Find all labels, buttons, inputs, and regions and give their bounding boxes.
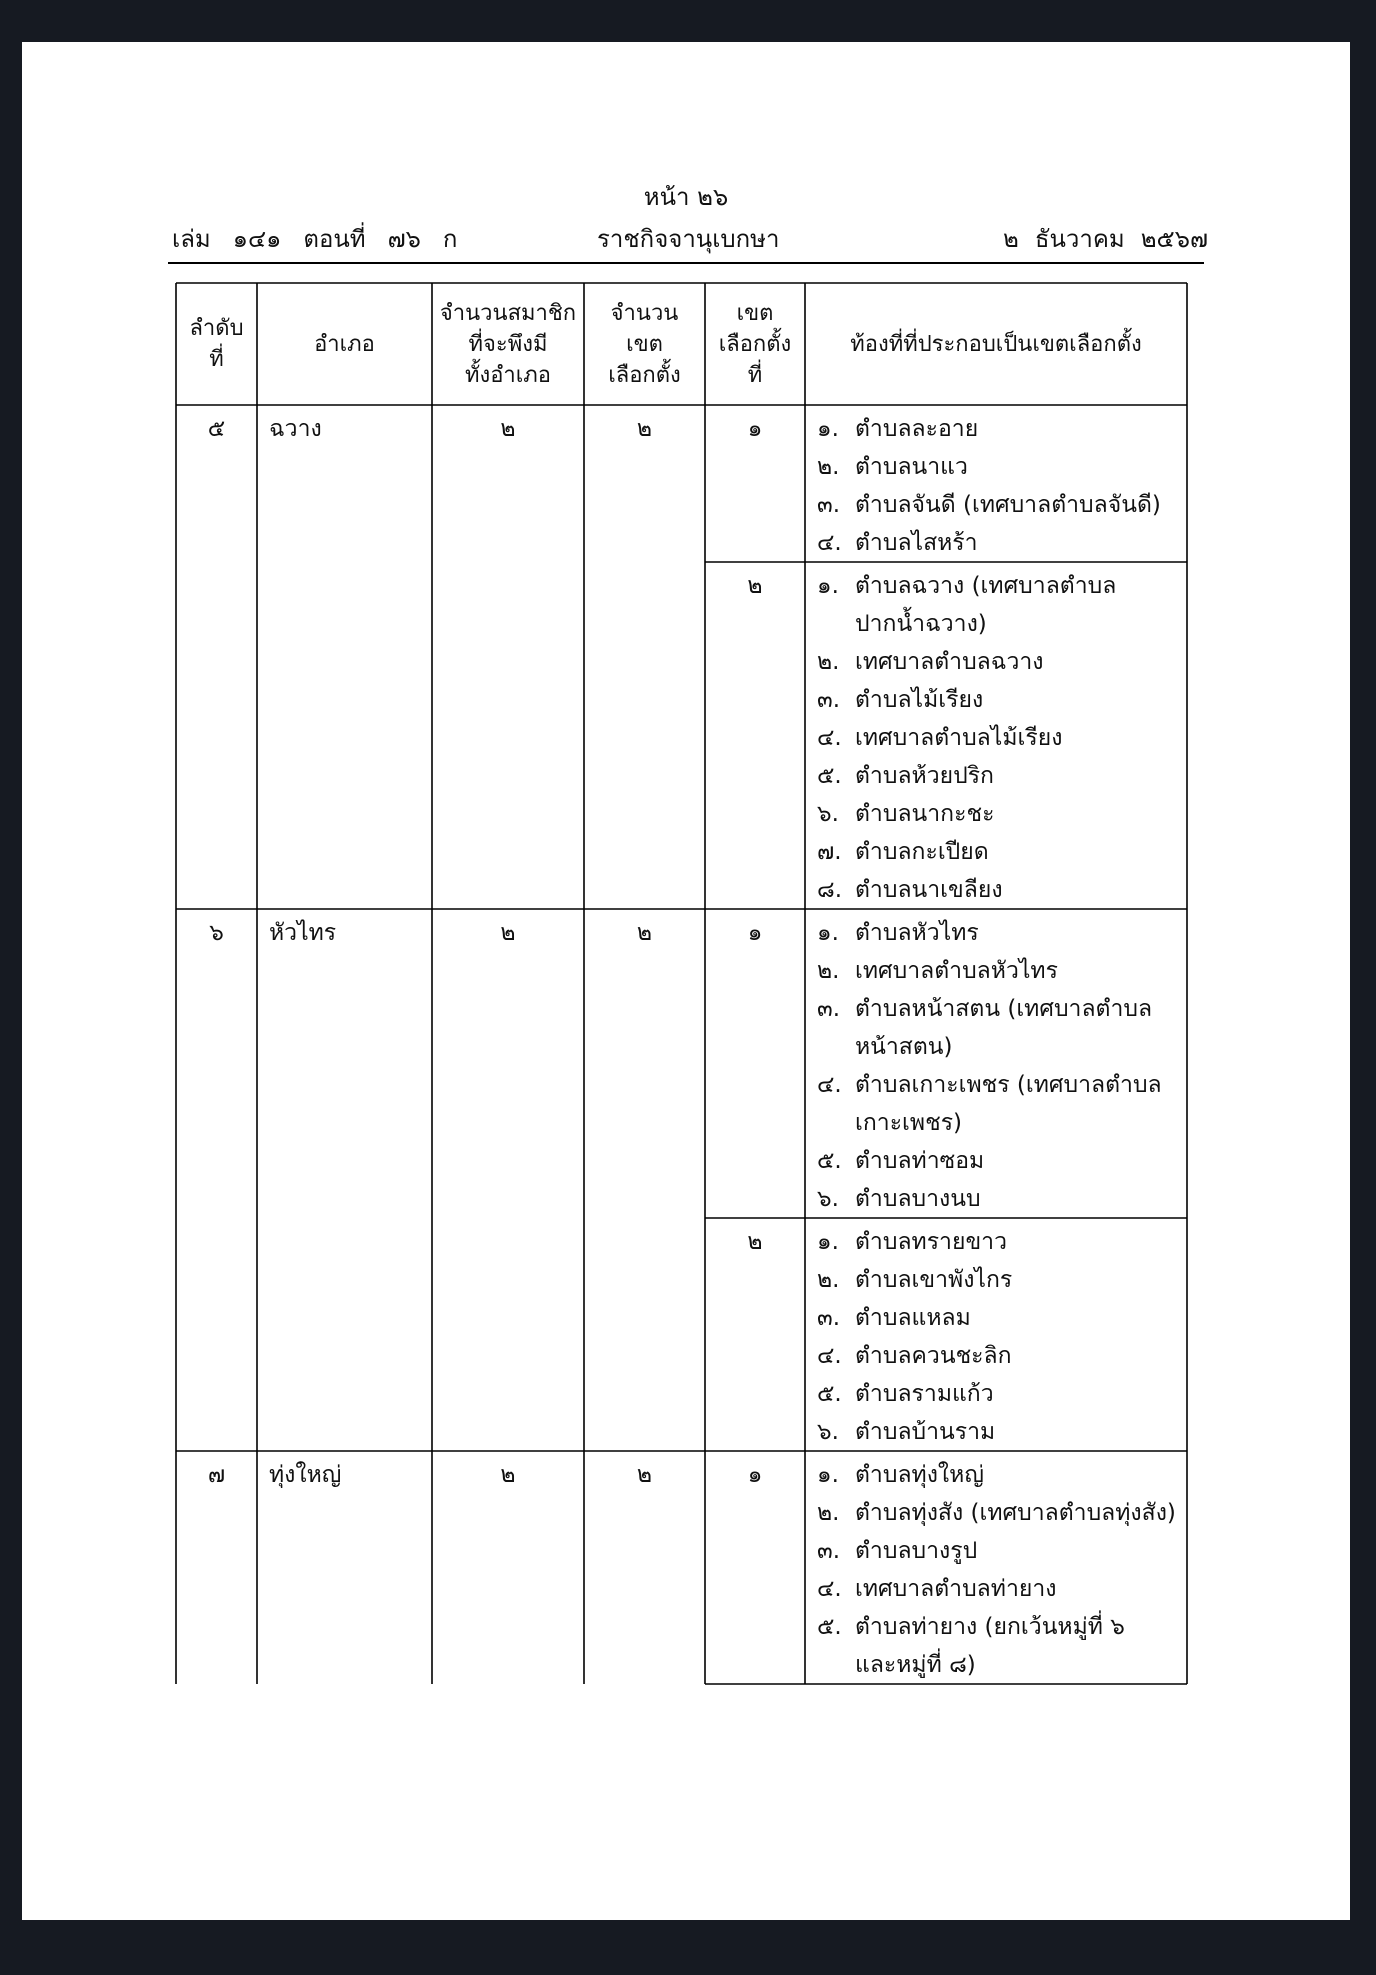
area-list-item bbox=[817, 1532, 977, 1570]
area-list-item bbox=[817, 1456, 984, 1494]
area-item-number: ๔. bbox=[817, 1343, 842, 1369]
area-item-text: ตำบลไม้เรียง bbox=[855, 687, 984, 713]
date-month: ธันวาคม bbox=[1034, 225, 1125, 253]
area-item-number: ๖. bbox=[817, 1419, 839, 1445]
gazette-title: ราชกิจจานุเบกษา bbox=[597, 225, 780, 253]
area-list-item bbox=[817, 1337, 1012, 1375]
header-order: ลำดับ bbox=[189, 316, 244, 341]
area-item-number: ๓. bbox=[817, 996, 841, 1022]
area-list-item bbox=[817, 410, 978, 448]
area-list-item bbox=[817, 643, 1044, 681]
area-item-text: ตำบลแหลม bbox=[855, 1305, 971, 1331]
row-order: ๖ bbox=[209, 920, 224, 946]
area-item-text: ตำบลท่ายาง (ยกเว้นหมู่ที่ ๖ bbox=[855, 1614, 1125, 1640]
area-item-text: ตำบลกะเปียด bbox=[855, 839, 989, 865]
area-list-item bbox=[817, 1375, 994, 1413]
area-list-item bbox=[817, 1223, 1007, 1261]
area-list-item bbox=[817, 757, 994, 795]
area-list-item bbox=[817, 1066, 1162, 1136]
area-list-item bbox=[817, 567, 1117, 637]
area-item-text: ตำบลท่าซอม bbox=[855, 1148, 985, 1174]
row-zone-count: ๒ bbox=[636, 920, 653, 946]
area-item-text: ตำบลหน้าสตน (เทศบาลตำบล bbox=[855, 996, 1153, 1022]
area-item-continuation: หน้าสตน) bbox=[855, 1034, 953, 1060]
area-item-text: ตำบลละอาย bbox=[855, 416, 979, 442]
area-item-number: ๔. bbox=[817, 725, 842, 751]
area-item-text: ตำบลทรายขาว bbox=[855, 1229, 1008, 1255]
header-zone-number: เลือกตั้ง bbox=[718, 331, 792, 357]
zone-number: ๒ bbox=[747, 573, 763, 599]
area-item-number: ๖. bbox=[817, 801, 839, 827]
area-item-text: ตำบลห้วยปริก bbox=[855, 763, 994, 789]
volume-number: ๑๔๑ bbox=[232, 225, 282, 253]
area-list-item bbox=[817, 1494, 1176, 1532]
area-item-number: ๑. bbox=[817, 573, 839, 599]
area-item-number: ๕. bbox=[817, 1148, 842, 1174]
header-zone-count: เลือกตั้ง bbox=[608, 362, 681, 388]
section-label: ตอนที่ bbox=[303, 225, 366, 253]
area-item-text: ตำบลเขาพังไกร bbox=[855, 1267, 1013, 1293]
area-list-item bbox=[817, 486, 1161, 524]
area-item-number: ๕. bbox=[817, 1381, 842, 1407]
area-list-item bbox=[817, 1608, 1125, 1678]
row-district: ฉวาง bbox=[269, 416, 322, 442]
page-number: หน้า ๒๖ bbox=[643, 183, 729, 211]
area-item-text: ตำบลนากะชะ bbox=[855, 801, 995, 827]
area-item-number: ๔. bbox=[817, 1576, 842, 1602]
area-list-item bbox=[817, 1570, 1056, 1608]
row-order: ๕ bbox=[207, 416, 226, 442]
area-item-number: ๗. bbox=[817, 839, 842, 865]
row-order: ๗ bbox=[207, 1462, 226, 1488]
area-item-text: ตำบลบางรูป bbox=[855, 1538, 978, 1564]
area-list-item bbox=[817, 681, 983, 719]
area-item-text: ตำบลทุ่งสัง (เทศบาลตำบลทุ่งสัง) bbox=[855, 1500, 1176, 1526]
area-item-text: ตำบลทุ่งใหญ่ bbox=[855, 1462, 984, 1488]
area-list-item bbox=[817, 1413, 995, 1451]
row-zone-count: ๒ bbox=[636, 416, 653, 442]
area-list-item bbox=[817, 1180, 981, 1218]
area-item-text: ตำบลฉวาง (เทศบาลตำบล bbox=[855, 573, 1117, 599]
area-item-number: ๔. bbox=[817, 530, 842, 556]
header-members: จำนวนสมาชิก bbox=[439, 300, 577, 326]
area-item-text: เทศบาลตำบลท่ายาง bbox=[855, 1576, 1057, 1602]
area-item-continuation: ปากน้ำฉวาง) bbox=[855, 611, 987, 637]
header-areas: ท้องที่ที่ประกอบเป็นเขตเลือกตั้ง bbox=[850, 331, 1142, 357]
area-item-text: ตำบลนาแว bbox=[855, 454, 968, 480]
area-item-number: ๘. bbox=[817, 877, 843, 903]
area-item-number: ๑. bbox=[817, 1462, 839, 1488]
area-item-number: ๔. bbox=[817, 1072, 842, 1098]
area-item-number: ๓. bbox=[817, 687, 841, 713]
area-item-text: ตำบลบ้านราม bbox=[855, 1419, 996, 1445]
area-item-text: ตำบลหัวไทร bbox=[855, 920, 979, 946]
header-members: ทั้งอำเภอ bbox=[464, 362, 552, 388]
row-members: ๒ bbox=[500, 920, 516, 946]
area-list-item bbox=[817, 795, 994, 833]
area-item-text: ตำบลควนชะลิก bbox=[855, 1343, 1012, 1369]
header-order: ที่ bbox=[209, 347, 224, 372]
area-item-number: ๑. bbox=[817, 920, 839, 946]
area-item-text: เทศบาลตำบลหัวไทร bbox=[855, 958, 1058, 984]
row-district: หัวไทร bbox=[269, 920, 337, 946]
area-list-item bbox=[817, 990, 1153, 1060]
header-zone-count: จำนวน bbox=[610, 300, 679, 326]
area-list-item bbox=[817, 833, 989, 871]
area-item-text: ตำบลจันดี (เทศบาลตำบลจันดี) bbox=[855, 492, 1161, 518]
row-district: ทุ่งใหญ่ bbox=[269, 1462, 342, 1488]
area-item-text: ตำบลเกาะเพชร (เทศบาลตำบล bbox=[855, 1072, 1162, 1098]
area-item-text: ตำบลบางนบ bbox=[855, 1186, 981, 1212]
area-list-item bbox=[817, 871, 1003, 909]
header-zone-number: ที่ bbox=[747, 362, 763, 388]
area-item-number: ๑. bbox=[817, 1229, 839, 1255]
area-item-number: ๓. bbox=[817, 1305, 841, 1331]
header-zone-number: เขต bbox=[736, 300, 774, 326]
area-item-continuation: เกาะเพชร) bbox=[855, 1110, 963, 1136]
header-district: อำเภอ bbox=[314, 331, 375, 357]
area-list-item bbox=[817, 1142, 984, 1180]
area-item-number: ๕. bbox=[817, 1614, 842, 1640]
date-day: ๒ bbox=[1003, 225, 1019, 253]
area-item-number: ๒. bbox=[817, 454, 840, 480]
area-item-text: ตำบลไสหร้า bbox=[855, 530, 978, 556]
row-zone-count: ๒ bbox=[636, 1462, 653, 1488]
row-members: ๒ bbox=[500, 1462, 516, 1488]
zone-number: ๑ bbox=[747, 1462, 763, 1488]
area-item-number: ๕. bbox=[817, 763, 842, 789]
area-item-number: ๒. bbox=[817, 649, 840, 675]
area-list-item bbox=[817, 1299, 971, 1337]
area-item-number: ๓. bbox=[817, 492, 841, 518]
zone-number: ๒ bbox=[747, 1229, 763, 1255]
area-list-item bbox=[817, 914, 979, 952]
area-list-item bbox=[817, 952, 1058, 990]
area-list-item bbox=[817, 524, 978, 562]
area-list-item bbox=[817, 719, 1062, 757]
zone-number: ๑ bbox=[747, 416, 763, 442]
area-item-text: เทศบาลตำบลฉวาง bbox=[855, 649, 1044, 675]
section-number: ๗๖ bbox=[387, 225, 421, 253]
area-item-text: ตำบลนาเขลียง bbox=[855, 877, 1003, 903]
area-list-item bbox=[817, 1261, 1012, 1299]
area-item-text: เทศบาลตำบลไม้เรียง bbox=[855, 725, 1063, 751]
area-item-text: ตำบลรามแก้ว bbox=[855, 1381, 994, 1407]
row-members: ๒ bbox=[500, 416, 516, 442]
header-members: ที่จะพึงมี bbox=[468, 331, 548, 357]
volume-label: เล่ม bbox=[172, 225, 211, 253]
area-item-number: ๓. bbox=[817, 1538, 841, 1564]
area-item-number: ๖. bbox=[817, 1186, 839, 1212]
area-list-item bbox=[817, 448, 968, 486]
zone-number: ๑ bbox=[747, 920, 763, 946]
area-item-continuation: และหมู่ที่ ๘) bbox=[855, 1652, 976, 1678]
area-item-number: ๒. bbox=[817, 1500, 840, 1526]
area-item-number: ๒. bbox=[817, 958, 840, 984]
area-item-number: ๒. bbox=[817, 1267, 840, 1293]
header-zone-count: เขต bbox=[626, 331, 663, 357]
section-letter: ก bbox=[442, 225, 458, 253]
date-year: ๒๕๖๗ bbox=[1140, 225, 1208, 253]
area-item-number: ๑. bbox=[817, 416, 839, 442]
